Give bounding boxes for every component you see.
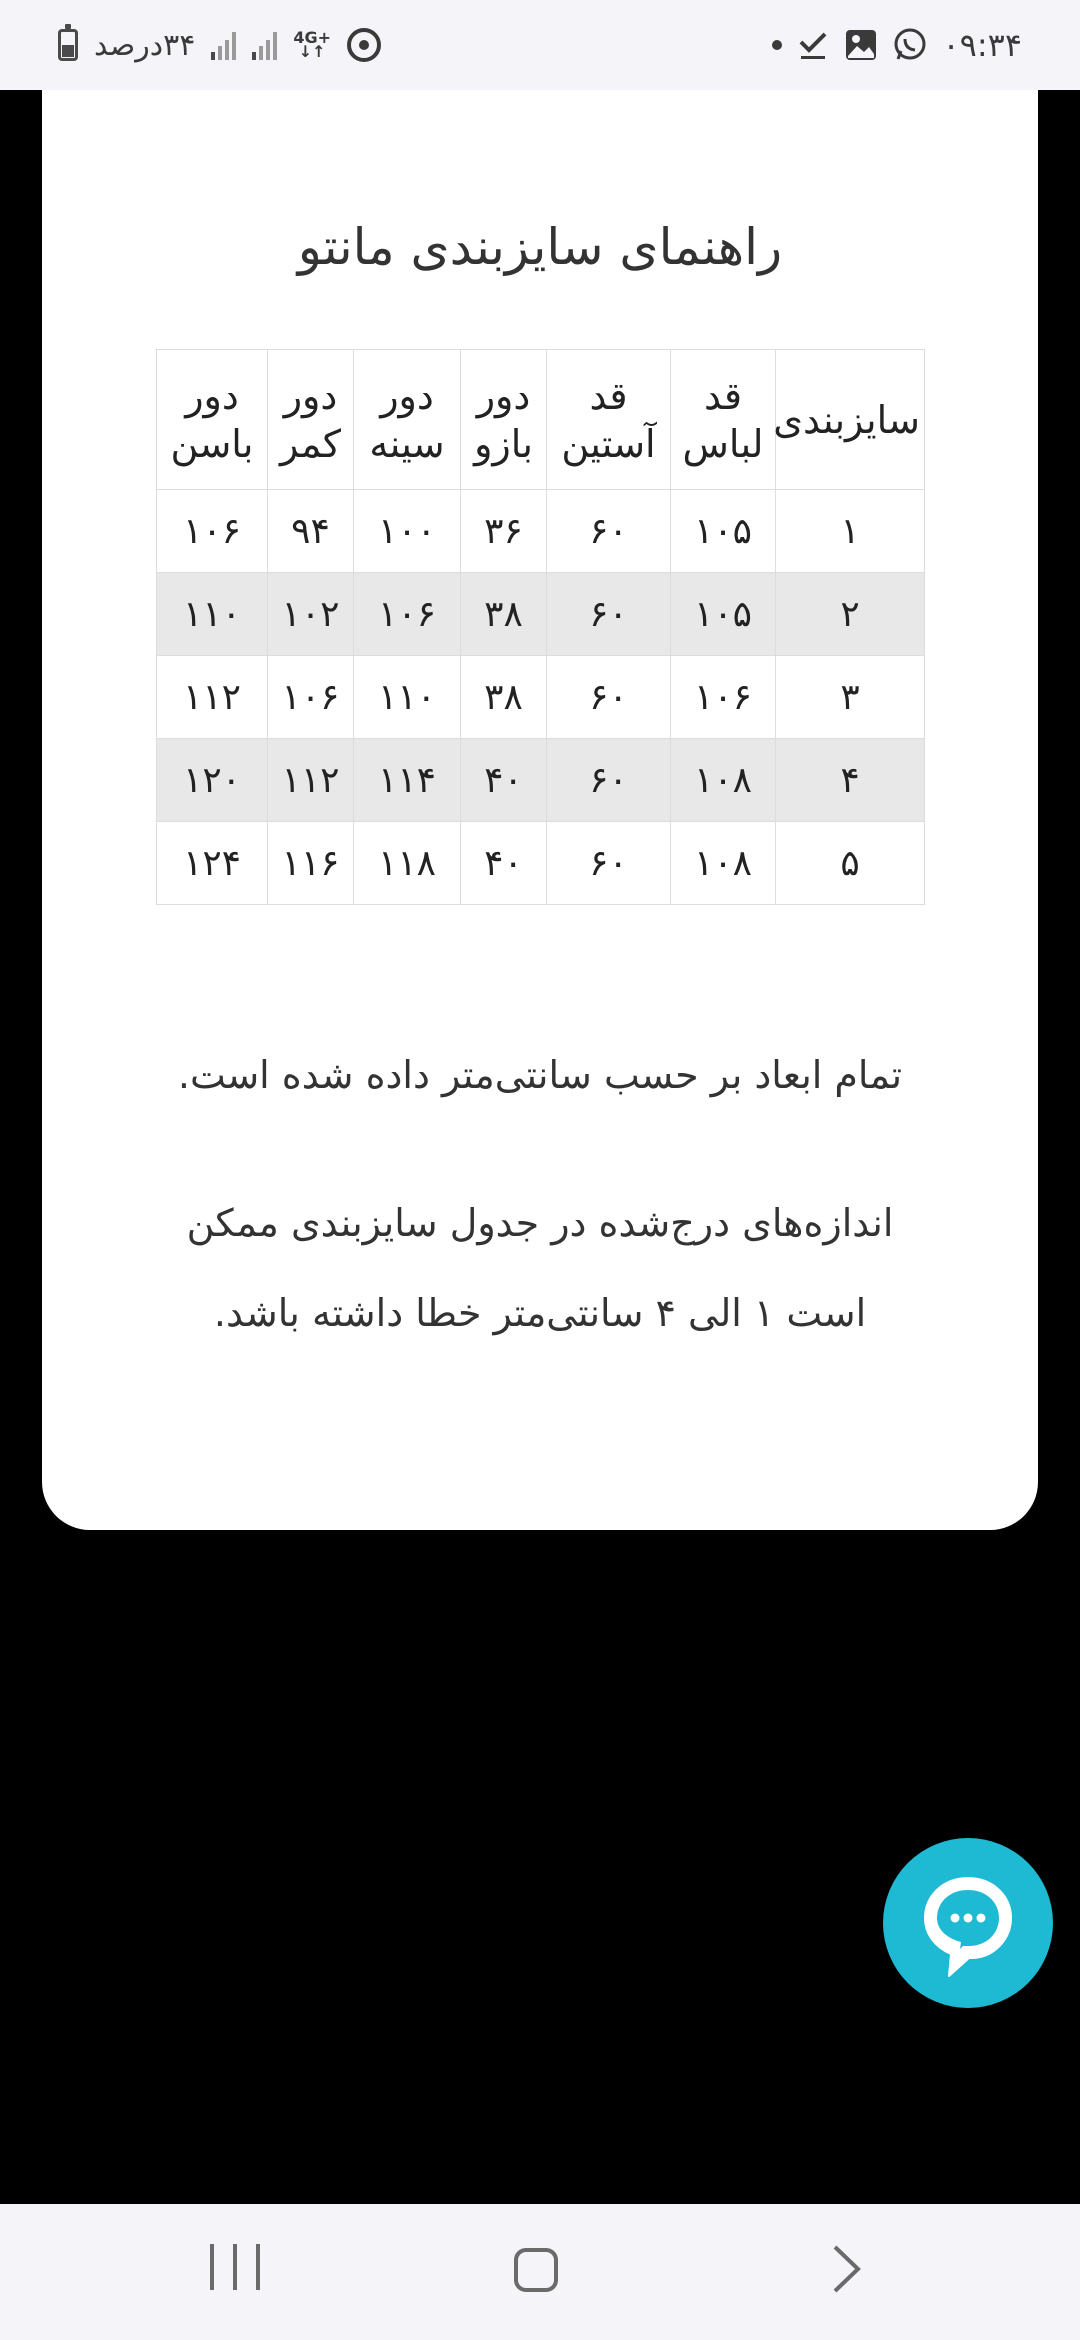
table-cell: ۶۰ [547,573,671,656]
battery-percentage: ۳۴درصد [94,27,196,63]
table-cell: ۶۰ [547,490,671,573]
network-type-icon: 4G+ ↓↑ [293,28,331,61]
tolerance-note [102,1178,978,1358]
status-right-group [772,0,1022,90]
table-cell: ۴ [776,739,925,822]
table-cell: ۱۰۶ [354,573,461,656]
table-cell: ۱۱۲ [268,739,354,822]
table-row [157,573,925,656]
header-sleeve-length [547,350,671,490]
battery-icon [58,29,78,61]
table-cell: ۱۰۵ [671,573,776,656]
chat-bubble-icon [883,1838,1053,2008]
size-table [156,349,925,905]
header-waist-circumference [268,350,354,490]
header-label-line2: سینه [369,421,445,466]
table-cell: ۶۰ [547,739,671,822]
table-cell: ۱۰۸ [671,822,776,905]
table-cell: ۳۸ [461,656,547,739]
home-icon[interactable] [514,2248,558,2292]
table-cell: ۱۱۰ [157,573,268,656]
hotspot-icon [347,28,381,62]
table-cell: ۱۱۲ [157,656,268,739]
table-cell: ۳۶ [461,490,547,573]
table-cell: ۳۸ [461,573,547,656]
units-note: تمام ابعاد بر حسب سانتی‌متر داده شده است. [177,1053,903,1097]
header-label-line1: دور [185,373,239,418]
header-label-line2: بازو [474,421,533,466]
tolerance-note-line1: اندازه‌های درج‌شده در جدول سایزبندی ممکن [186,1201,894,1245]
table-cell: ۱۰۶ [157,490,268,573]
header-chest-circumference [354,350,461,490]
header-dress-length [671,350,776,490]
header-hip-circumference [157,350,268,490]
table-row [157,822,925,905]
table-cell: ۱۰۶ [671,656,776,739]
table-cell: ۹۴ [268,490,354,573]
check-icon [796,28,830,62]
table-cell: ۳ [776,656,925,739]
table-cell: ۱۰۶ [268,656,354,739]
whatsapp-icon [892,27,928,63]
signal-icon-2 [252,30,277,60]
gallery-icon [844,28,878,62]
table-row [157,656,925,739]
table-cell: ۱۰۲ [268,573,354,656]
table-cell: ۱۰۵ [671,490,776,573]
table-cell: ۱۱۶ [268,822,354,905]
navigation-bar [0,2204,1080,2340]
header-label-line2: باسن [170,421,254,466]
header-label-line2: آستین [561,421,656,466]
table-cell: ۲ [776,573,925,656]
table-cell: ۴۰ [461,822,547,905]
header-size-label: سایزبندی [773,397,920,442]
size-guide-card [42,90,1038,1530]
back-icon[interactable] [820,2244,870,2294]
status-bar [0,0,1080,90]
table-cell: ۱۱۸ [354,822,461,905]
table-cell: ۱۱۰ [354,656,461,739]
table-cell: ۱۲۴ [157,822,268,905]
table-cell: ۶۰ [547,822,671,905]
table-row [157,490,925,573]
table-cell: ۱ [776,490,925,573]
header-label-line2: کمر [279,421,342,466]
header-label-line1: قد [703,373,743,418]
table-cell: ۱۱۴ [354,739,461,822]
page-title: راهنمای سایزبندی مانتو [297,218,783,276]
header-size [773,350,925,490]
tolerance-note-line2: است ۱ الی ۴ سانتی‌متر خطا داشته باشد. [213,1291,867,1335]
header-label-line1: دور [476,373,531,418]
header-label-line1: دور [380,373,434,418]
header-label-line1: قد [589,373,628,418]
table-cell: ۴۰ [461,739,547,822]
signal-icon [211,30,236,60]
clock: ۰۹:۳۴ [942,26,1022,64]
status-left-group [58,0,381,90]
chat-button[interactable] [883,1838,1053,2008]
table-row [157,739,925,822]
recents-icon[interactable] [210,2244,260,2294]
table-cell: ۱۰۰ [354,490,461,573]
header-arm-circumference [461,350,547,490]
table-cell: ۱۰۸ [671,739,776,822]
table-cell: ۱۲۰ [157,739,268,822]
table-cell: ۶۰ [547,656,671,739]
header-label-line2: لباس [682,421,764,466]
dot-icon [772,40,782,50]
table-header-row [157,350,925,490]
table-cell: ۵ [776,822,925,905]
network-type-label: 4G+ [293,28,331,47]
header-label-line1: دور [283,373,338,418]
